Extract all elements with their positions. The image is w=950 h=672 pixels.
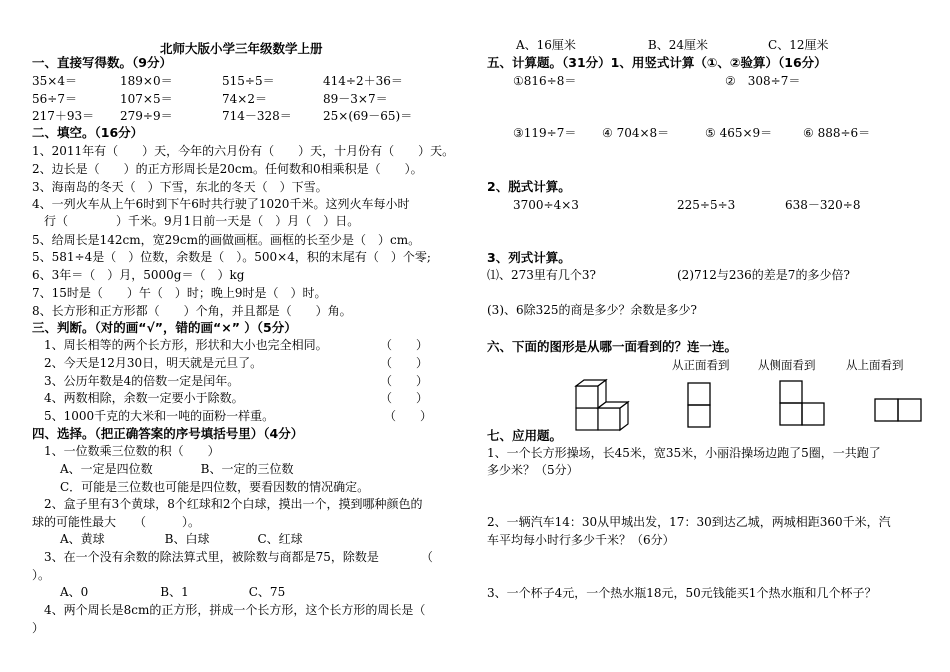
calc-3-4: 25×(69－65)＝ [323,109,413,123]
step-calc: 638－320÷8 [785,198,861,212]
choice-line: 球的可能性最大 （ ）。 [32,515,201,529]
view-label-side: 从侧面看到 [758,358,816,372]
section-2-heading: 二、填空。（16分） [32,125,144,140]
top-view-figure [874,398,924,424]
page-title: 北师大版小学三年级数学上册 [160,41,323,56]
calc-1-4: 414÷2＋36＝ [323,74,403,88]
fill-line: 2、边长是（ ）的正方形周长是20cm。任何数和0相乘积是（ ）。 [32,162,423,176]
fill-line: 7、15时是（ ）午（ ）时；晚上9时是（ ）时。 [32,286,327,300]
front-view-figure [687,382,713,430]
section-1-heading: 一、直接写得数。（9分） [32,55,172,70]
word-calc-q2: (2)712与236的差是7的多少倍? [677,268,850,282]
calc-1-2: 189×0＝ [120,74,173,88]
step-calc: 3700÷4×3 [513,198,579,212]
side-view-figure [779,380,829,428]
judge-blank: （ ） [380,338,429,352]
section-5-heading: 五、计算题。（31分）1、用竖式计算（①、②验算）（16分） [487,55,827,70]
calc-3-3: 714－328＝ [222,109,292,123]
fill-line: 3、海南岛的冬天（ ）下雪，东北的冬天（ ）下雪。 [32,180,328,194]
choice-line: A、一定是四位数 B、一定的三位数 [60,462,294,476]
choice-line: C．可能是三位数也可能是四位数，要看因数的情况确定。 [60,480,370,494]
fill-line: 5、581÷4是（ ）位数，余数是（ ）。500×4，积的末尾有（ ）个零; [32,250,431,264]
choice-line: 3、在一个没有余数的除法算式里，被除数与商都是75，除数是 （ [44,550,433,564]
judge-blank: （ ） [380,356,429,370]
calc-3-1: 217＋93＝ [32,109,95,123]
section-7-heading: 七、应用题。 [487,428,563,443]
choice-line: 2、盒子里有3个黄球，8个红球和2个白球，摸出一个，摸到哪种颜色的 [44,497,423,511]
word-problem-line: 3、一个杯子4元，一个热水瓶18元，50元钱能买1个热水瓶和几个杯子？ [487,586,877,600]
choice-line: 4、两个周长是8cm的正方形，拼成一个长方形，这个长方形的周长是（ [44,603,426,617]
judge-blank: （ ） [380,391,429,405]
calc-1-3: 515÷5＝ [222,74,275,88]
section-4-heading: 四、选择。（把正确答案的序号填括号里）（4分） [32,426,304,441]
choice-line: A、0 B、1 C、75 [60,585,286,599]
calc-1-1: 35×4＝ [32,74,77,88]
calc-2-2: 107×5＝ [120,92,173,106]
word-problem-line: 1、一个长方形操场，长45米，宽35米，小丽沿操场边跑了5圈，一共跑了 [487,446,881,460]
choice-line: A、黄球 B、白球 C、红球 [60,532,303,546]
vertical-calc: ③119÷7＝ [513,126,577,140]
fill-line: 5、给周长是142cm，宽29cm的画做画框。画框的长至少是（ ）cm。 [32,233,421,247]
cube-stack-figure [572,376,634,434]
sub2-heading: 2、脱式计算。 [487,179,571,194]
vertical-calc: ② 308÷7＝ [725,74,801,88]
fill-line: 8、长方形和正方形都（ ）个角，并且都是（ ）角。 [32,304,352,318]
fill-line: 4、一列火车从上午6时到下午6时共行驶了1020千米。这列火车每小时 [32,197,410,211]
fill-line: 6、3年＝（ ）月，5000g＝（ ）kg [32,268,245,282]
word-calc-q3: (3)、6除325的商是多少？余数是多少? [487,303,697,317]
vertical-calc: ⑤ 465×9＝ [705,126,773,140]
choice-line: 1、一位数乘三位数的积（ ） [44,444,220,458]
calc-2-1: 56÷7＝ [32,92,77,106]
vertical-calc: ①816÷8＝ [513,74,577,88]
calc-3-2: 279÷9＝ [120,109,173,123]
word-problem-line: 多少米？（5分） [487,463,579,477]
vertical-calc: ⑥ 888÷6＝ [803,126,871,140]
view-label-front: 从正面看到 [672,358,730,372]
judge-blank: （ ） [384,409,433,423]
choice-line: ） [32,621,45,635]
step-calc: 225÷5÷3 [677,198,736,212]
fill-line: 行（ ）千米。9月1日前一天是（ ）月（ ）日。 [32,214,360,228]
view-label-top: 从上面看到 [846,358,904,372]
fill-line: 1、2011年有（ ）天，今年的六月份有（ ）天，十月份有（ ）天。 [32,144,455,158]
judge-item: 5、1000千克的大米和一吨的面粉一样重。 [44,409,275,423]
judge-blank: （ ） [380,374,429,388]
vertical-calc: ④ 704×8＝ [602,126,670,140]
judge-item: 2、今天是12月30日，明天就是元旦了。 [44,356,263,370]
section-3-heading: 三、判断。（对的画“√”，错的画“×” ）（5分） [32,320,297,335]
section-6-heading: 六、下面的图形是从哪一面看到的？连一连。 [487,339,738,354]
calc-2-3: 74×2＝ [222,92,267,106]
judge-item: 3、公历年数是4的倍数一定是闰年。 [44,374,240,388]
judge-item: 1、周长相等的两个长方形，形状和大小也完全相同。 [44,338,328,352]
sub3-heading: 3、列式计算。 [487,250,571,265]
choice-line: ）。 [32,568,51,582]
calc-2-4: 89－3×7＝ [323,92,388,106]
word-problem-line: 车平均每小时行多少千米？（6分） [487,533,675,547]
judge-item: 4、两数相除，余数一定要小于除数。 [44,391,244,405]
word-problem-line: 2、一辆汽车14：30从甲城出发，17：30到达乙城，两城相距360千米，汽 [487,515,891,529]
word-calc-q1: ⑴、273里有几个3? [487,268,596,282]
choice-options-continued: A、16厘米 B、24厘米 C、12厘米 [516,38,829,52]
